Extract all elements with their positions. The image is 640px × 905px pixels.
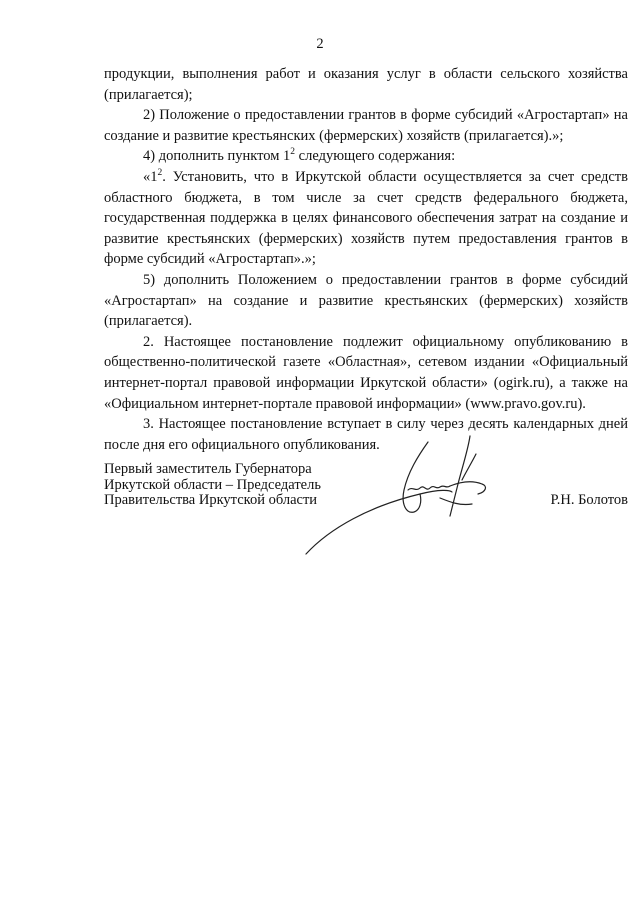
paragraph-point-1-2-lead: «1: [143, 168, 158, 185]
paragraph-item-4-text: 4) дополнить пунктом 1: [143, 148, 291, 165]
page-number: 2: [316, 36, 324, 52]
paragraph-point-1-2-text: . Установить, что в Иркутской области осуществляется за счет средств областного бюджета, в том числе за счет средств федерального бюджета, государственная поддержка в целях финансового обеспечения затрат на создание и развитие крестьянских (фермерских) хозяйств путем предоставления грантов в форме субсидий «Агростартап».»;: [104, 168, 628, 268]
signatory-position-line: Иркутской области – Председатель: [104, 476, 321, 493]
paragraph-item-4-tail: следующего содержания:: [295, 148, 456, 165]
document-body: [104, 64, 628, 455]
paragraph-continuation: продукции, выполнения работ и оказания услуг в области сельского хозяйства (прилагается);: [104, 66, 628, 103]
paragraph-item-4: [104, 146, 628, 167]
handwritten-signature: [300, 432, 510, 562]
superscript-index: 2: [157, 168, 163, 179]
signatory-name: Р.Н. Болотов: [550, 492, 628, 508]
paragraph-effective-date: 3. Настоящее постановление вступает в силу через десять календарных дней после дня его официального опубликования.: [104, 416, 628, 453]
paragraph-item-2: 2) Положение о предоставлении грантов в форме субсидий «Агростартап» на создание и развитие крестьянских (фермерских) хозяйств (прилагается).»;: [104, 107, 628, 144]
paragraph-item-5: 5) дополнить Положением о предоставлении грантов в форме субсидий «Агростартап» на создание и развитие крестьянских (фермерских) хозяйств (прилагается).: [104, 271, 628, 330]
paragraph-point-1-2: [104, 167, 628, 270]
paragraph-publication: 2. Настоящее постановление подлежит официальному опубликованию в общественно-политической газете «Областная», сетевом издании «Официальный интернет-портал правовой информации Иркутской области» (ogirk.ru), а также на «Официальном интернет-портале правовой информации» (www.pravo.gov.ru).: [104, 333, 628, 412]
signatory-position-line: Правительства Иркутской области: [104, 492, 318, 509]
superscript-index: 2: [290, 147, 296, 158]
signatory-position: [104, 462, 321, 509]
signatory-position-line: Первый заместитель Губернатора: [104, 461, 312, 477]
